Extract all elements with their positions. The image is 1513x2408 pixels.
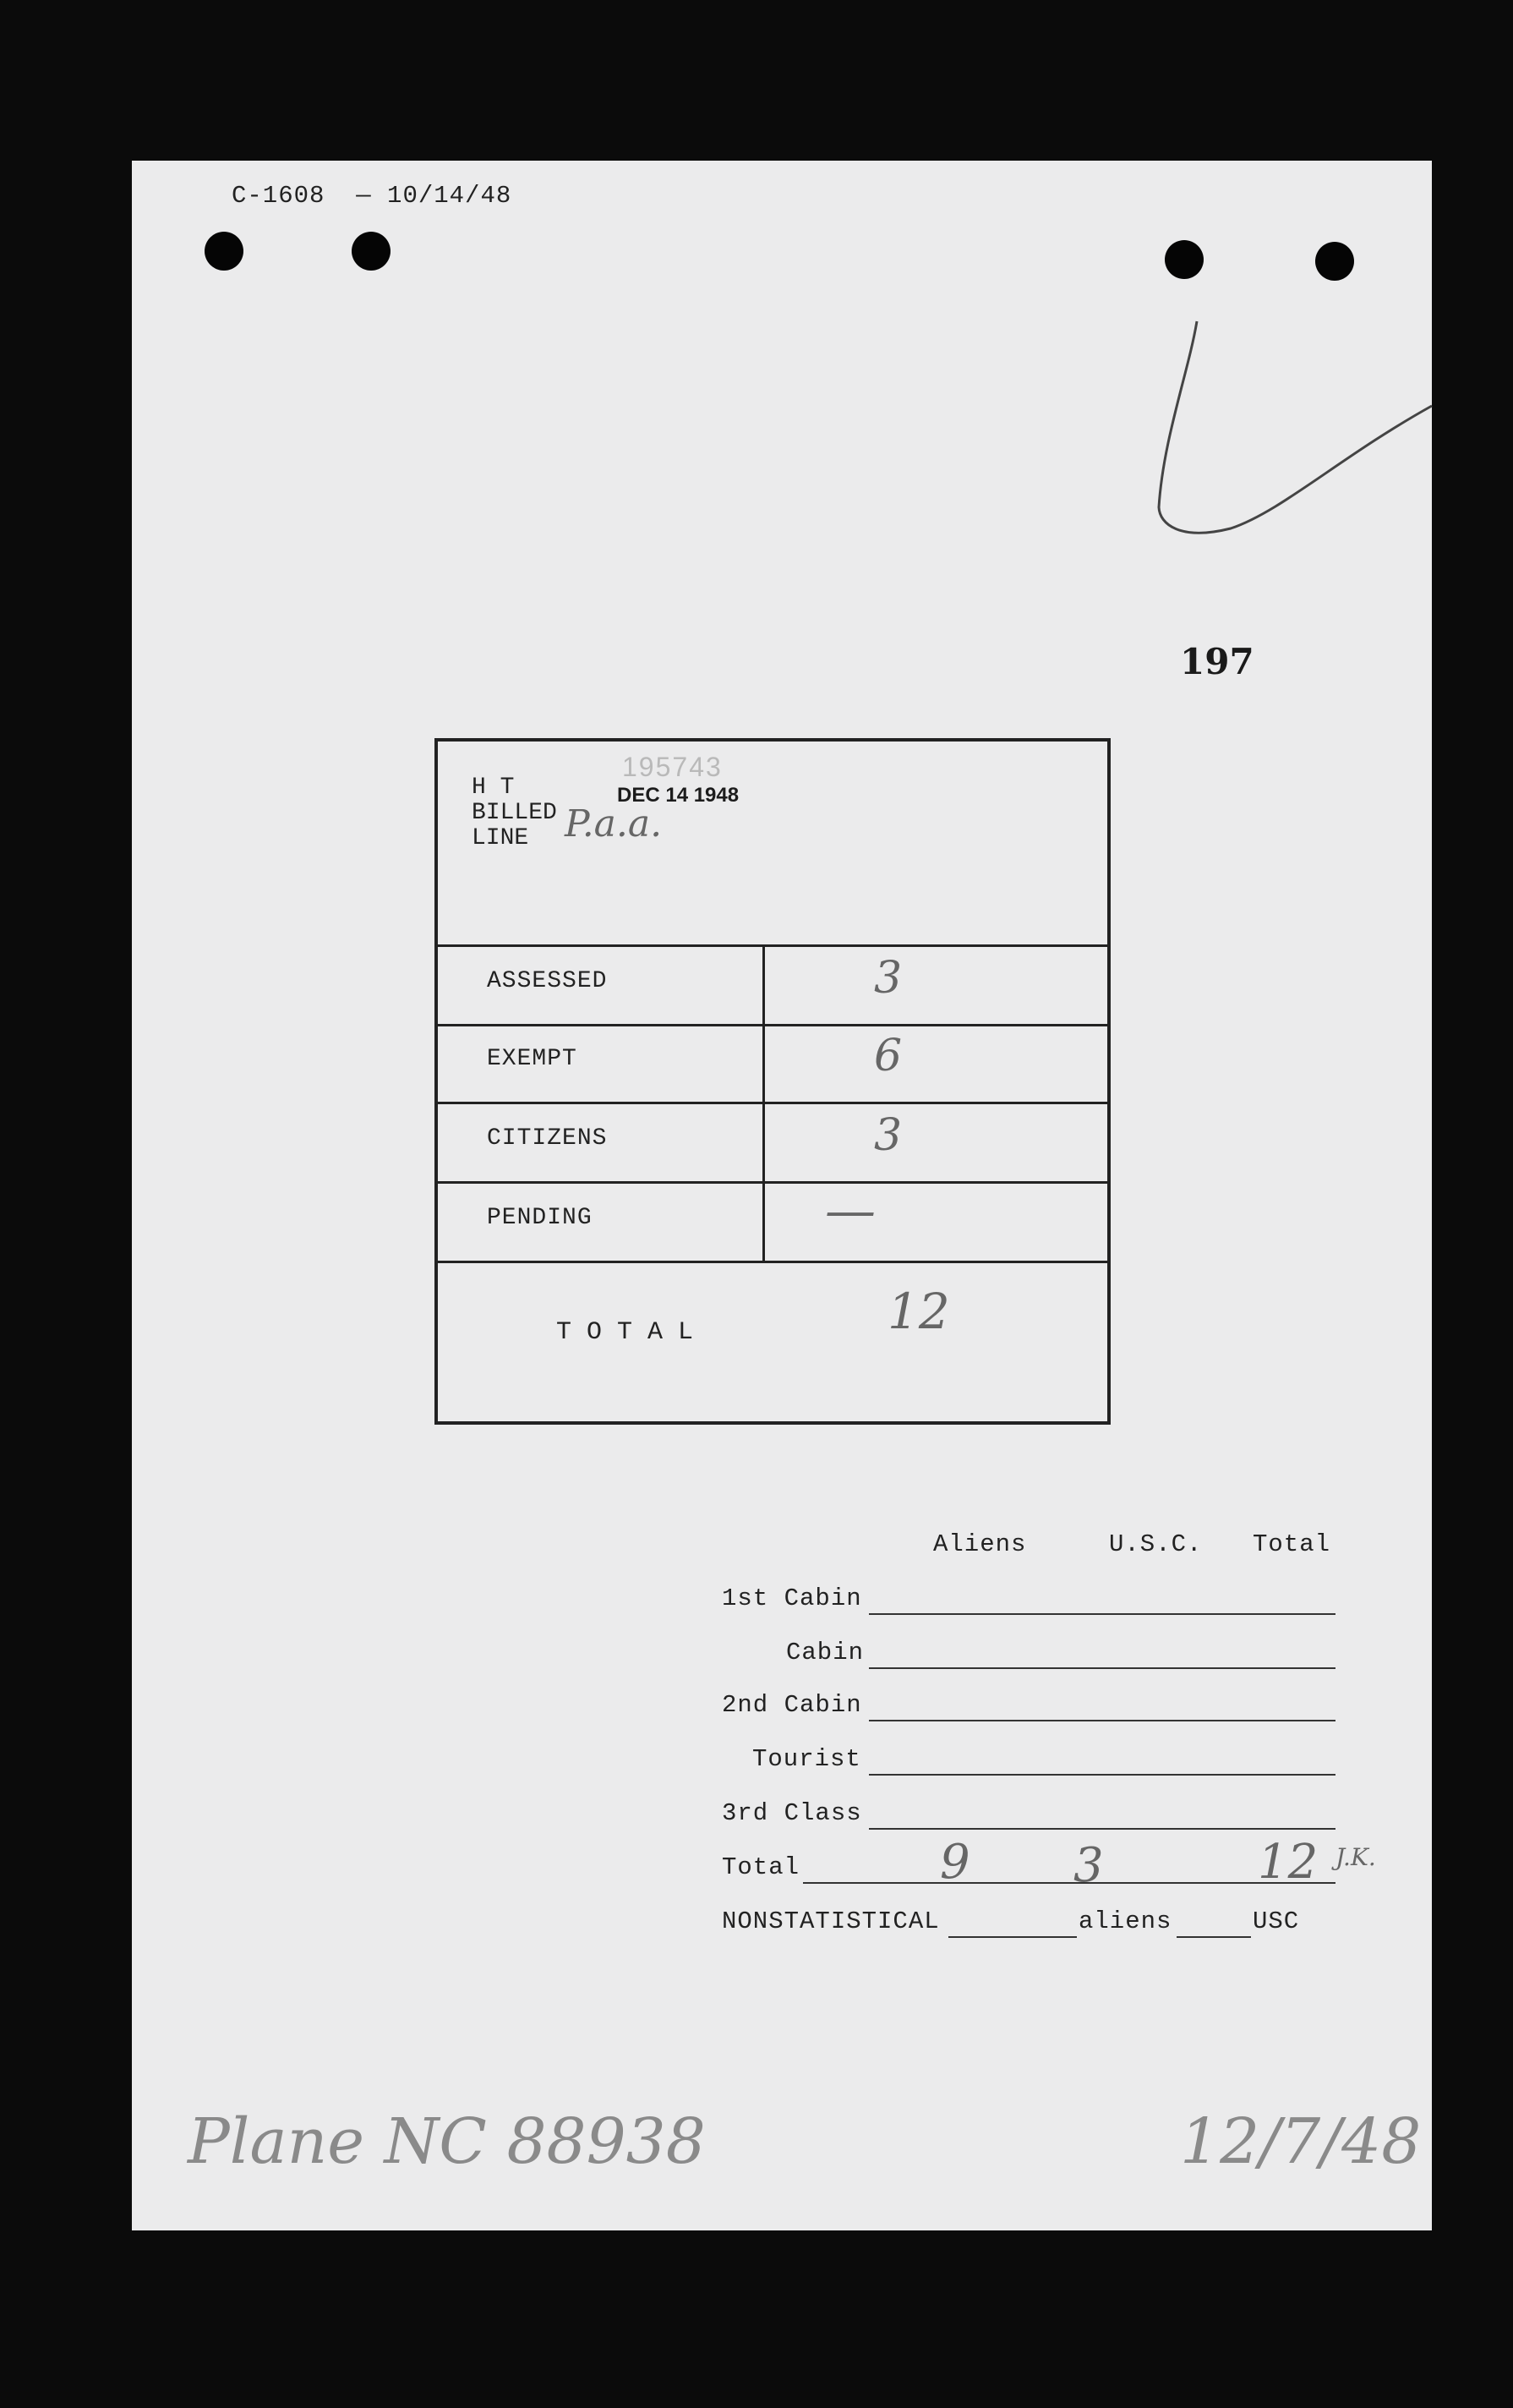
rule	[438, 1181, 1107, 1184]
rule	[438, 1102, 1107, 1104]
fill-line	[869, 1774, 1335, 1776]
rule	[438, 1261, 1107, 1263]
summary-total-usc: 3	[1073, 1838, 1104, 1893]
rule	[438, 1024, 1107, 1026]
form-code: C-1608 — 10/14/48	[232, 182, 512, 210]
fill-line	[948, 1936, 1077, 1938]
plane-note: Plane NC 88938	[188, 2105, 706, 2178]
initials: J.K.	[1335, 1843, 1376, 1871]
row-value-pending: —	[825, 1181, 876, 1240]
total-value: 12	[888, 1283, 950, 1340]
rule	[438, 944, 1107, 947]
line-value: P.a.a.	[565, 802, 663, 846]
total-label: T O T A L	[556, 1318, 694, 1347]
summary-total-aliens: 9	[940, 1835, 970, 1890]
fill-line	[869, 1828, 1335, 1830]
punch-hole-icon	[352, 232, 391, 271]
box-header-labels	[472, 775, 557, 851]
row-label-exempt: EXEMPT	[487, 1046, 577, 1072]
fill-line	[869, 1720, 1335, 1721]
col-header-usc: U.S.C.	[1109, 1530, 1203, 1558]
fill-line	[869, 1613, 1335, 1615]
page-number: 197	[1180, 641, 1254, 682]
nonstat-aliens-label: aliens	[1079, 1907, 1172, 1935]
summary-total-label: Total	[722, 1853, 800, 1881]
fill-line	[1177, 1936, 1251, 1938]
nonstat-usc-label: USC	[1253, 1907, 1300, 1935]
billed-date-stamp: DEC 14 1948	[617, 784, 740, 807]
summary-row-label: Cabin	[786, 1639, 865, 1666]
row-value-exempt: 6	[874, 1031, 903, 1081]
row-value-assessed: 3	[874, 953, 903, 1004]
form-number: C-1608	[232, 182, 325, 210]
form-page	[132, 161, 1432, 2230]
assessment-box	[434, 738, 1111, 1425]
summary-row-label: Tourist	[752, 1745, 861, 1773]
row-label-assessed: ASSESSED	[487, 968, 608, 994]
nonstat-label: NONSTATISTICAL	[722, 1907, 940, 1935]
col-header-total: Total	[1253, 1530, 1331, 1558]
summary-total-total: 12	[1258, 1835, 1319, 1890]
punch-hole-icon	[205, 232, 243, 271]
line-label: LINE	[472, 825, 529, 851]
ht-label: H T	[472, 774, 515, 801]
punch-hole-icon	[1165, 240, 1204, 279]
handwritten-date: 12/7/48	[1180, 2105, 1422, 2178]
form-date: 10/14/48	[387, 182, 512, 210]
summary-row-label: 1st Cabin	[722, 1584, 862, 1612]
summary-row-label: 3rd Class	[722, 1799, 862, 1827]
billed-label: BILLED	[472, 800, 557, 826]
check-mark-icon	[1062, 313, 1434, 583]
column-divider	[762, 944, 765, 1261]
row-label-pending: PENDING	[487, 1205, 593, 1231]
col-header-aliens: Aliens	[933, 1530, 1027, 1558]
punch-hole-icon	[1315, 242, 1354, 281]
fill-line	[869, 1667, 1335, 1669]
fill-line	[803, 1882, 1335, 1884]
row-label-citizens: CITIZENS	[487, 1125, 608, 1152]
row-value-citizens: 3	[874, 1110, 903, 1161]
stamp-serial: 195743	[622, 752, 723, 782]
summary-row-label: 2nd Cabin	[722, 1691, 862, 1719]
